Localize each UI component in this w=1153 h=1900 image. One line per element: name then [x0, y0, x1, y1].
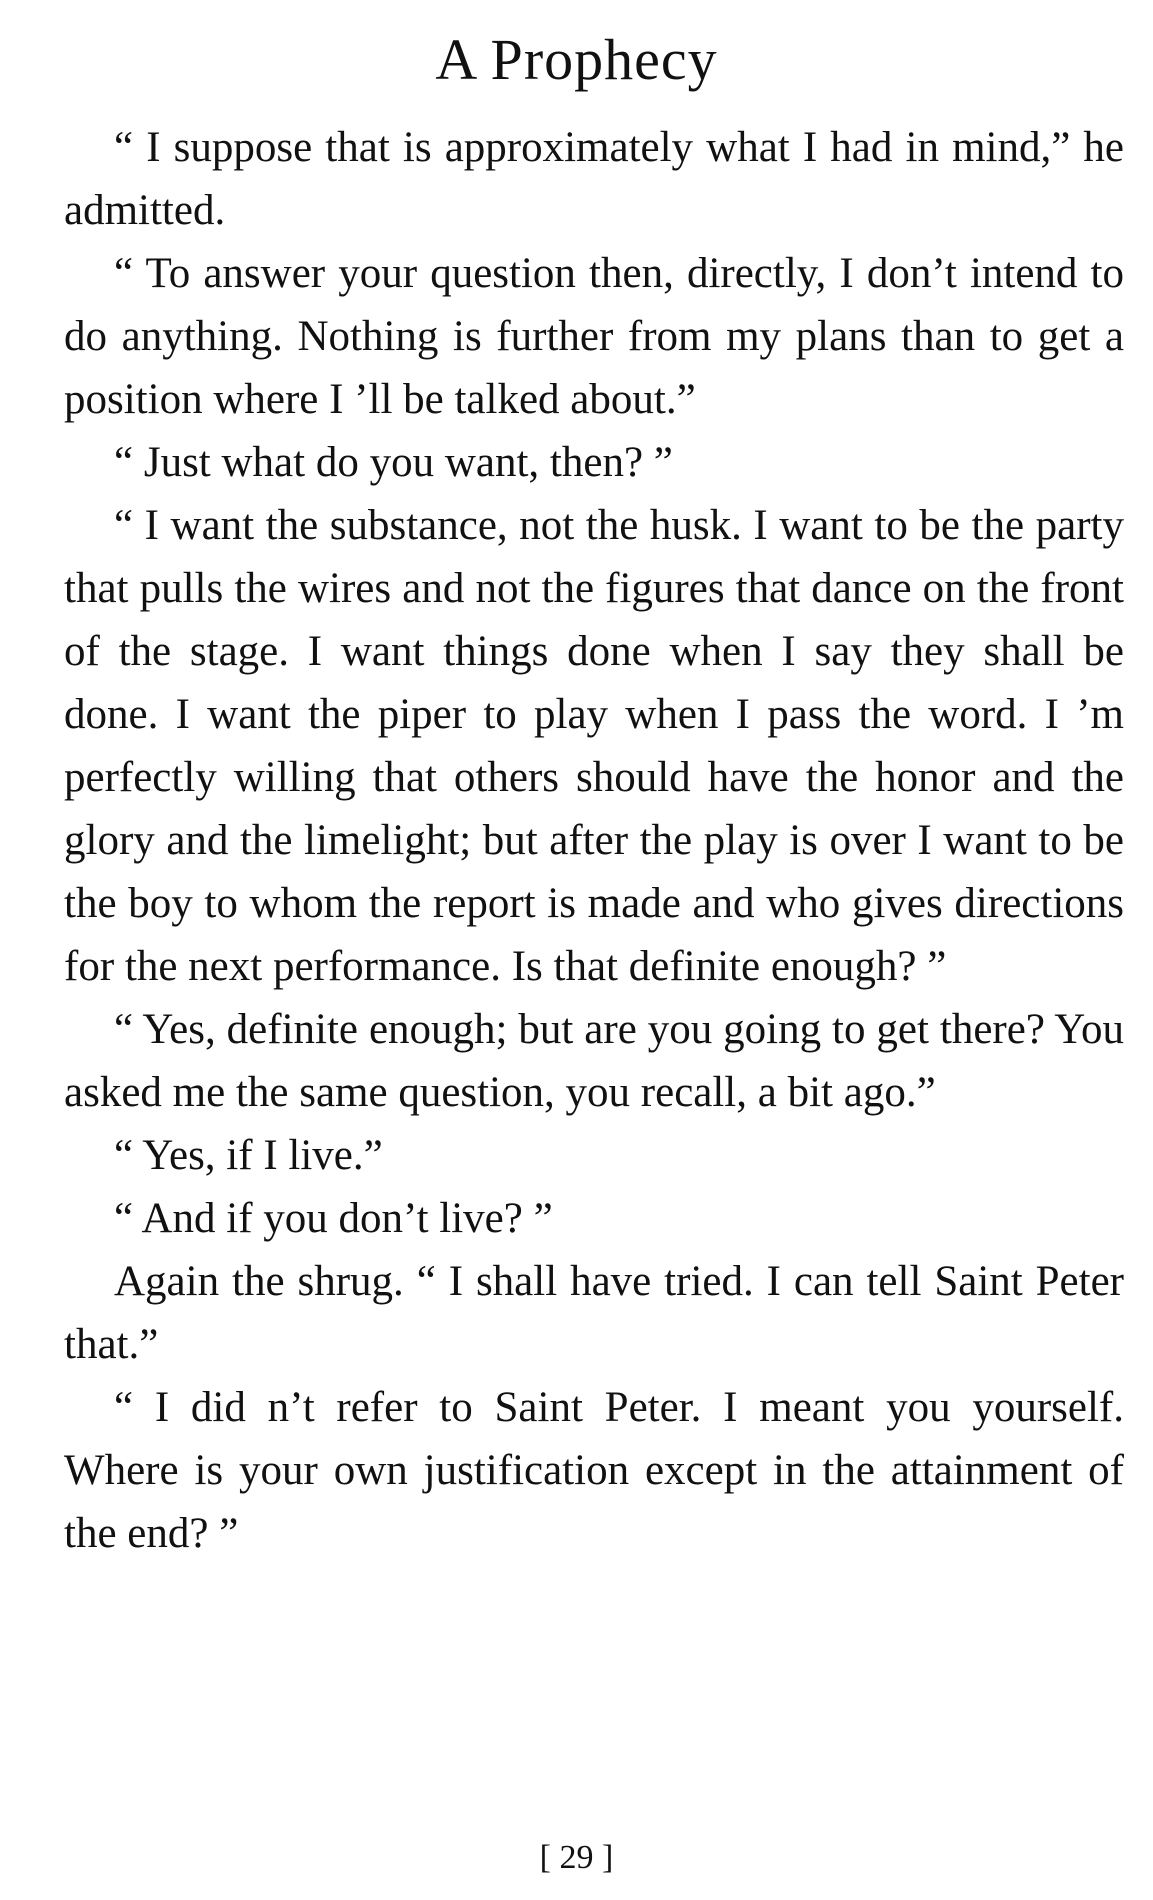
paragraph: “ Just what do you want, then? ” [114, 439, 673, 486]
page-number: [ 29 ] [539, 1839, 614, 1876]
paragraph: “ And if you don’t live? ” [114, 1195, 553, 1242]
paragraph: Again the shrug. “ I shall have tried. I can tell Saint Peter that.” [64, 1258, 1124, 1368]
paragraph: “ I want the substance, not the husk. I want to be the party that pulls the wires and not the figures that dance on the front of the stage. I want things done when I say they shall be done. I want the piper to play when I pass the word. I ’m perfectly willing that others should have the honor and the glory and the limelight; but after the play is over I want to be the boy to whom the report is made and who gives directions for the next performance. Is that definite enough? ” [64, 502, 1124, 990]
paragraph: “ I did n’t refer to Saint Peter. I meant you yourself. Where is your own justification except in the attainment of the end? ” [64, 1384, 1124, 1557]
running-head: A Prophecy [435, 27, 718, 92]
paragraph: “ I suppose that is approximately what I had in mind,” he admitted. [64, 124, 1124, 234]
body-text [64, 116, 1124, 1565]
paragraph: “ Yes, if I live.” [114, 1132, 383, 1179]
paragraph: “ To answer your question then, directly, I don’t intend to do anything. Nothing is further from my plans than to get a position where I ’ll be talked about.” [64, 250, 1124, 423]
paragraph: “ Yes, definite enough; but are you going to get there? You asked me the same question, you recall, a bit ago.” [64, 1006, 1124, 1116]
